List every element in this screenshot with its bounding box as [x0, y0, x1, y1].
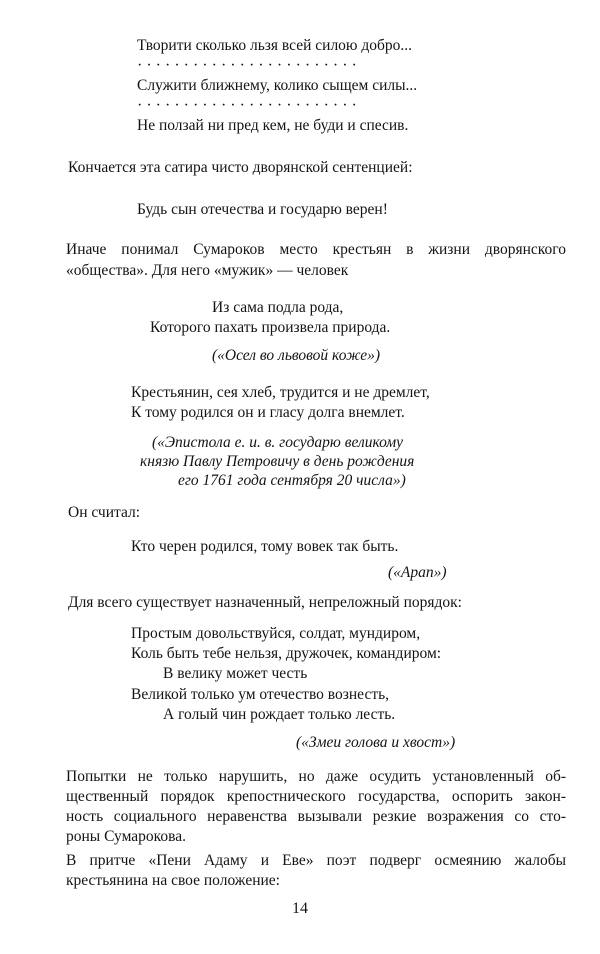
verse-line: К тому родился он и гласу долга внемлет.: [131, 404, 405, 421]
verse-line: Служити ближнему, колико сыщем силы...: [137, 77, 418, 94]
source-citation: («Осел во львовой коже»): [212, 347, 381, 364]
source-citation: князю Павлу Петровичу в день рождения: [140, 453, 415, 470]
verse-line: Не ползай ни пред кем, не буди и спесив.: [137, 117, 409, 134]
verse-line: Которого пахать произвела природа.: [150, 319, 391, 336]
verse-line: Простым довольствуйся, солдат, мундиром,: [131, 625, 421, 642]
verse-line: Кто черен родился, тому вовек так быть.: [131, 538, 399, 555]
source-citation: («Арап»): [388, 564, 447, 581]
ellipsis-row: · · · · · · · · · · · · · · · · · · · · · · · ·: [137, 97, 357, 114]
prose-line: «общества». Для него «мужик» — человек: [66, 262, 349, 279]
verse-line: Будь сын отечества и государю верен!: [137, 201, 388, 218]
verse-line: Из сама подла рода,: [212, 299, 344, 316]
prose-line: роны Сумарокова.: [66, 828, 187, 845]
verse-line: В велику может честь: [163, 665, 308, 682]
prose-line: Он считал:: [68, 504, 141, 521]
source-citation: («Змеи голова и хвост»): [296, 734, 456, 751]
prose-line: В притче «Пени Адаму и Еве» поэт подверг осмеянию жалобы: [66, 852, 566, 869]
prose-line: Кончается эта сатира чисто дворянской сентенцией:: [68, 159, 413, 176]
verse-line: Великой только ум отечество вознесть,: [131, 686, 390, 703]
ellipsis-row: · · · · · · · · · · · · · · · · · · · · · · · ·: [137, 57, 357, 74]
prose-line: Попытки не только нарушить, но даже осудить установленный об-: [66, 768, 566, 785]
verse-line: Коль быть тебе нельзя, дружочек, командиром:: [131, 645, 442, 662]
verse-line: Творити сколько льзя всей силою добро...: [137, 37, 413, 54]
page-number: 14: [292, 900, 308, 917]
verse-line: А голый чин рождает только лесть.: [163, 706, 396, 723]
prose-line: Для всего существует назначенный, непреложный порядок:: [68, 594, 462, 611]
prose-line: ность социального неравенства вызывали резкие возражения со сто-: [66, 808, 566, 825]
prose-line: щественный порядок крепостнического государства, оспорить закон-: [66, 788, 566, 805]
source-citation: («Эпистола е. и. в. государю великому: [152, 434, 404, 451]
prose-line: крестьянина на свое положение:: [66, 872, 280, 889]
verse-line: Крестьянин, сея хлеб, трудится и не дремлет,: [131, 384, 430, 401]
source-citation: его 1761 года сентября 20 числа»): [178, 472, 406, 489]
prose-line: Иначе понимал Сумароков место крестьян в жизни дворянского: [66, 241, 566, 258]
